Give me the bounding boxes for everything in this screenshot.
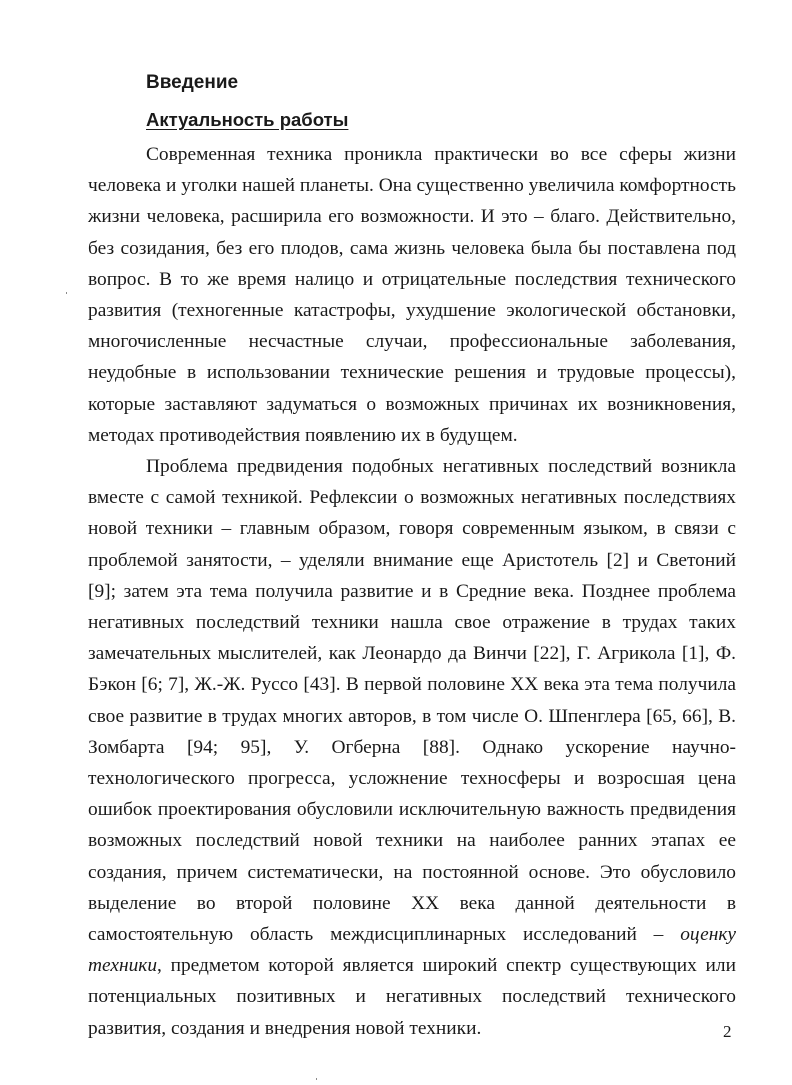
paragraph-problem	[88, 451, 736, 1044]
section-heading: Введение	[146, 72, 239, 93]
scan-speck	[316, 1078, 317, 1080]
paragraph-text-part-1: Проблема предвидения подобных негативных последствий возникла вместе с самой техникой. Рефлексии о возможных негативных последствиях новой техники – главным образом, говоря современным языком, в связи с проблемой занятости, – уделяли внимание еще Аристотель [2] и Светоний [9]; затем эта тема получила развитие и в Средние века. Позднее проблема негативных последствий техники нашла свое отражение в трудах таких замечательных мыслителей, как Леонардо да Винчи [22], Г. Агрикола [1], Ф. Бэкон [6; 7], Ж.-Ж. Руссо [43]. В первой половине XX века эта тема получила свое развитие в трудах многих авторов, в том числе О. Шпенглера [65, 66], В. Зомбарта [94; 95], У. Огберна [88]. Однако ускорение научно-технологического прогресса, усложнение техносферы и возросшая цена ошибок проектирования обусловили исключительную важность предвидения возможных последствий новой техники на наиболее ранних этапах ее создания, причем систематически, на постоянной основе. Это обусловило выделение во второй половине XX века данной деятельности в самостоятельную область междисциплинарных исследований –	[88, 456, 736, 946]
paragraph-text-part-2: , предметом которой является широкий спектр существующих или потенциальных позитивных и негативных последствий технического развития, создания и внедрения новой техники.	[88, 955, 736, 1039]
paragraph-relevance: Современная техника проникла практически во все сферы жизни человека и уголки нашей планеты. Она существенно увеличила комфортность жизни человека, расширила его возможности. И это – благо. Действительно, без созидания, без его плодов, сама жизнь человека была бы поставлена под вопрос. В то же время налицо и отрицательные последствия технического развития (техногенные катастрофы, ухудшение экологической обстановки, многочисленные несчастные случаи, профессиональные заболевания, неудобные в использовании технические решения и трудовые процессы), которые заставляют задуматься о возможных причинах их возникновения, методах противодействия появлению их в будущем.	[88, 144, 736, 446]
emphasized-term: оценку техники	[88, 924, 736, 977]
subsection-heading: Актуальность работы	[146, 109, 349, 130]
scan-speck	[66, 292, 67, 294]
page-number: 2	[723, 1022, 732, 1041]
